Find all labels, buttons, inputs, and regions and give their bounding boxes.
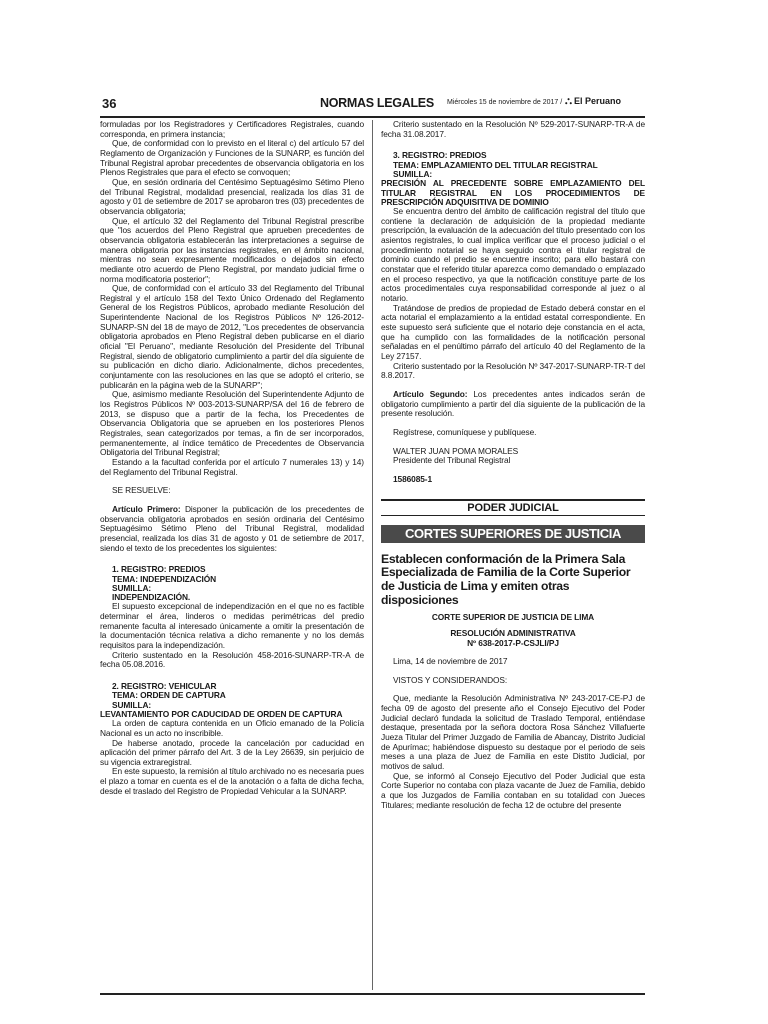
precedent-2: [100, 682, 364, 796]
court-name: CORTE SUPERIOR DE JUSTICIA DE LIMA: [431, 612, 595, 623]
publisher-logo: [565, 96, 621, 107]
paragraph: Que, el artículo 32 del Reglamento del Tribunal Registral prescribe que "los acuerdos del Pleno Registral que aprueben precedentes de observancia obligatoria establecerán las interpretaciones a seguirse de manera obligatoria por las instancias registrales, en el ámbito nacional, mientras no sean expresamente modificados o dejados sin efecto mediante otro acuerdo de Pleno Registral, por mandato judicial firme o norma modificatoria posterior";: [100, 215, 364, 284]
precedent-body: La orden de captura contenida en un Oficio emanado de la Policía Nacional es un acto no inscribible.: [100, 718, 364, 738]
paragraph: Que, de conformidad con lo previsto en el literal c) del artículo 57 del Reglamento de Organización y Funciones de la SUNARP, es función del Tribunal Registral aprobar precedentes de observancia obligatoria en los Plenos Registrales que para el efecto se convoquen;: [100, 138, 364, 178]
resolution-title: RESOLUCIÓN ADMINISTRATIVA: [450, 627, 576, 638]
paragraph: Estando a la facultad conferida por el artículo 7 numerales 13) y 14) del Reglamento del Tribunal Registral.: [100, 456, 364, 477]
signer-name: WALTER JUAN POMA MORALES: [393, 445, 519, 456]
precedent-criterio: Criterio sustentado en la Resolución Nº 529-2017-SUNARP-TR-A de fecha 31.08.2017.: [381, 119, 645, 139]
publication-name: NORMAS LEGALES: [320, 96, 434, 110]
precedent-3: [381, 151, 645, 381]
precedent-title: INDEPENDIZACIÓN.: [112, 592, 191, 603]
paragraph: Que, asimismo mediante Resolución del Superintendente Adjunto de los Registros Públicos Nº 003-2013-SUNARP/SA del 16 de febrero de 2013, se dispuso que a partir de la fecha, los Precedentes de Observancia Obligatoria que se aprueben en los posteriores Plenos Registrales, sean categorizados por temas, a fin de ser incorporados, permanentemente, al índice temático de Precedentes de Observancia Obligatoria del Tribunal Registral;: [100, 389, 364, 458]
section-title-poder-judicial: PODER JUDICIAL: [381, 499, 645, 517]
el-peruano-logo-icon: ⛬: [565, 96, 572, 107]
paragraph: Que, en sesión ordinaria del Centésimo Septuagésimo Sétimo Pleno del Tribunal Registral, modalidad presencial, realizada los días 31 de agosto y 01 de setiembre de 2017 se aprobaron tres (03) precedentes de observancia obligatoria;: [100, 176, 364, 216]
precedent-sumilla: SUMILLA:: [393, 168, 433, 179]
precedent-heading: 2. REGISTRO: VEHICULAR: [112, 681, 217, 691]
resolution-number: Nº 638-2017-P-CSJLI/PJ: [467, 637, 559, 648]
article-first-label: Artículo Primero:: [112, 503, 181, 514]
page-number: 36: [102, 96, 117, 111]
precedent-1: [100, 565, 364, 670]
precedent-title: LEVANTAMIENTO POR CADUCIDAD DE ORDEN DE CAPTURA: [100, 708, 343, 719]
precedent-tema: TEMA: INDEPENDIZACIÓN: [112, 573, 217, 584]
paragraph: Que, de conformidad con el artículo 33 del Reglamento del Tribunal Registral y el artículo 158 del Texto Único Ordenado del Reglamento General de los Registros Públicos, aprobado mediante Resolución del Superintendente Nacional de los Registros Públicos Nº 126-2012-SUNARP-SN del 18 de mayo de 2012, "Los precedentes de observancia obligatoria aprobados en Pleno Registral deben publicarse en el diario oficial "El Peruano", mediante Resolución del Presidente del Tribunal Registral, siendo de obligatorio cumplimiento a partir del día siguiente de su publicación en dicho diario. Adicionalmente, dichos precedentes, conjuntamente con las resoluciones en las que se adoptó el criterio, se publicarán en la página web de la SUNARP";: [100, 283, 364, 390]
paragraph: Que, mediante la Resolución Administrativa Nº 243-2017-CE-PJ de fecha 09 de agosto del presente año el Consejo Ejecutivo del Poder Judicial declaró fundada la solicitud de Traslado Temporal, entiéndase destaque, presentada por la señora doctora Rosa Sánchez Villafuerte Jueza Titular del Primer Juzgado de Familia de Abancay, Distrito Judicial de Apurímac; habiéndose dispuesto su destaque por el periodo de seis meses a una plaza de Juez de Familia en este Distito Judicial, por motivos de salud.: [381, 693, 645, 772]
closing-formula: Regístrese, comuníquese y publíquese.: [393, 426, 537, 437]
publisher-logo-text: El Peruano: [574, 96, 622, 106]
paragraph: formuladas por los Registradores y Certificadores Registrales, cuando corresponda, en primera instancia;: [100, 119, 364, 139]
precedent-body: El supuesto excepcional de independización en el que no es factible determinar el área, linderos o medidas perimétricas del predio remanente faculta al interesado únicamente a omitir la presentación de la documentación técnica relativa a dicho remanente y no los demás requisitos para la independización.: [100, 601, 364, 651]
precedent-sumilla: SUMILLA:: [112, 582, 152, 593]
article-second-label: Artículo Segundo:: [393, 388, 468, 399]
signer-title: Presidente del Tribunal Registral: [393, 455, 511, 466]
left-column: [100, 120, 364, 796]
place-date: Lima, 14 de noviembre de 2017: [393, 656, 508, 667]
vistos-heading: VISTOS Y CONSIDERANDOS:: [393, 674, 508, 685]
section-banner-cortes: CORTES SUPERIORES DE JUSTICIA: [381, 525, 645, 543]
column-divider: [372, 120, 373, 990]
precedent-heading: 3. REGISTRO: PREDIOS: [393, 150, 487, 161]
precedent-body: Se encuentra dentro del ámbito de calificación registral del título que contiene la declaración de adquisición de la propiedad mediante prescripción, la evaluación de la adecuación del título presentado con los asientos registrales, lo cual implica verificar que el proceso judicial o el procedimiento notarial se haya seguido contra el titular registral de dominio cuando el predio se encuentre inscrito; para ello bastará con constatar que el referido titular aparezca como demandado o emplazado en el proceso respectivo, ya que la notificación constituye parte de los actos procedimentales cuya responsabilidad corresponde al juez o al notario.: [381, 206, 645, 303]
precedent-sumilla: SUMILLA:: [112, 699, 152, 710]
article-second: [381, 390, 645, 419]
precedent-title: PRECISIÓN AL PRECEDENTE SOBRE EMPLAZAMIENTO DEL TITULAR REGISTRAL EN LOS PROCEDIMIENTOS DE PRESCRIPCIÓN ADQUISITIVA DE DOMINIO: [381, 178, 645, 207]
article-first: [100, 505, 364, 553]
precedent-body: Tratándose de predios de propiedad de Estado deberá constar en el acta notarial el emplazamiento a la entidad estatal correspondiente. En este supuesto será suficiente que el notario deje constancia en el acta, que ha cumplido con las formalidades de la notificación personal señaladas en el penúltimo párrafo del artículo 40 del Reglamento de la Ley 27157.: [381, 302, 645, 361]
article-second-text: Los precedentes antes indicados serán de obligatorio cumplimiento a partir del día siguiente de la publicación de la presente resolución.: [381, 388, 645, 419]
precedent-tema: TEMA: ORDEN DE CAPTURA: [112, 690, 226, 701]
article-first-text: Disponer la publicación de los precedentes de observancia obligatoria aprobados en sesión ordinaria del Centésimo Septuagésimo Sétimo Pleno del Tribunal Registral, modalidad presencial, realizada los días 31 de agosto y 01 de setiembre de 2017, siendo el texto de los precedentes los siguientes:: [100, 503, 364, 553]
precedent-criterio: Criterio sustentado por la Resolución Nº 347-2017-SUNARP-TR-T del 8.8.2017.: [381, 360, 645, 381]
precedent-criterio: Criterio sustentado en la Resolución 458-2016-SUNARP-TR-A de fecha 05.08.2016.: [100, 649, 364, 670]
publication-date: Miércoles 15 de noviembre de 2017 /: [447, 99, 563, 106]
article-headline: Establecen conformación de la Primera Sala Especializada de Familia de la Corte Superior de Justicia de Lima y emiten otras disposiciones: [381, 551, 631, 607]
page-header: [100, 92, 645, 118]
se-resuelve: SE RESUELVE:: [112, 485, 171, 496]
newspaper-page: [100, 92, 645, 1004]
publication-code: 1586085-1: [393, 473, 433, 484]
precedent-tema: TEMA: EMPLAZAMIENTO DEL TITULAR REGISTRAL: [393, 159, 598, 170]
bottom-rule: [100, 993, 645, 995]
precedent-body: De haberse anotado, procede la cancelación por caducidad en aplicación del primer párrafo del Art. 3 de la Ley 26639, sin perjuicio de su vigencia extraregistral.: [100, 737, 364, 767]
paragraph: Que, se informó al Consejo Ejecutivo del Poder Judicial que esta Corte Superior no contaba con plaza vacante de Juez de Familia, debido a que los Juzgados de Familia contaban en su totalidad con Jueces Titulares; mediante resolución de fecha 12 de octubre del presente: [381, 770, 645, 810]
precedent-heading: 1. REGISTRO: PREDIOS: [112, 564, 206, 575]
precedent-body: En este supuesto, la remisión al título archivado no es necesaria pues el plazo a tomar en cuenta es el de la anotación o a falta de dicha fecha, desde el traslado del Registro de Propiedad Vehicular a la SUNARP.: [100, 766, 364, 796]
right-column: [381, 120, 645, 810]
